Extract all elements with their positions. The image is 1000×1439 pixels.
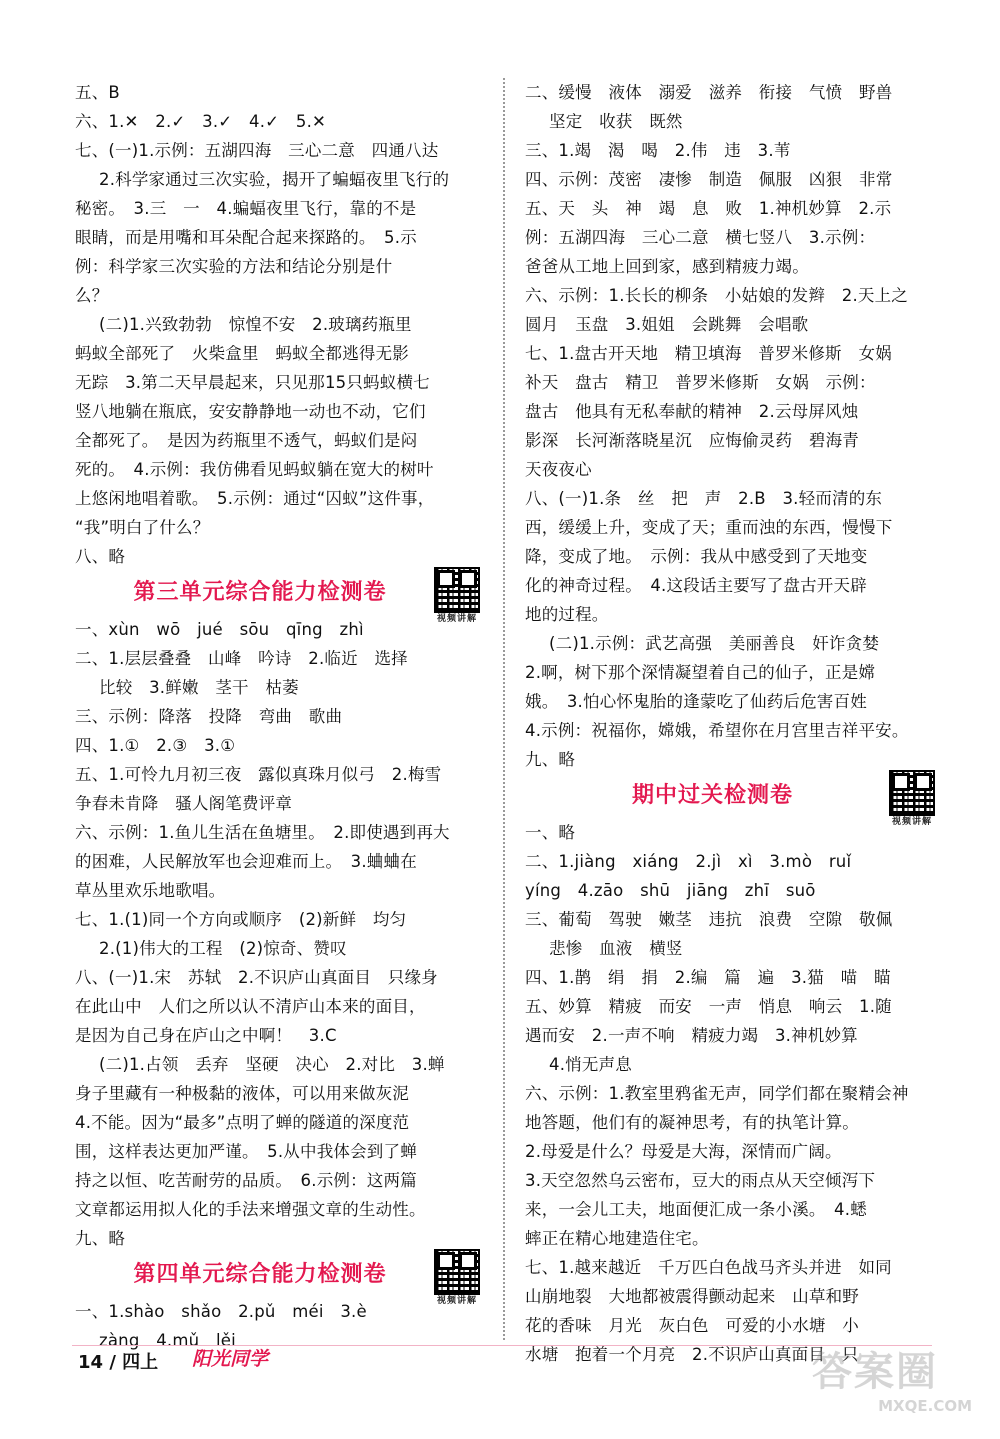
section-title-text: 第三单元综合能力检测卷: [133, 580, 387, 605]
qr-caption: 视频讲解: [436, 614, 477, 624]
qr-code-icon: [434, 567, 480, 613]
answer-line: (二)1.占领 丢弃 坚硬 决心 2.对比 3.蝉: [99, 1055, 445, 1074]
answer-line: 蚂蚁全部死了 火柴盒里 蚂蚁全都逃得无影: [75, 344, 409, 363]
answer-line: 补天 盘古 精卫 普罗米修斯 女娲 示例：: [525, 373, 876, 392]
answer-line: 持之以恒、吃苦耐劳的品质。 6.示例：这两篇: [75, 1171, 417, 1190]
answer-line: 四、示例：茂密 凄惨 制造 佩服 凶狠 非常: [525, 170, 893, 189]
section-title: [75, 1253, 485, 1306]
column-divider: [503, 78, 505, 1340]
answer-line: 蟀正在精心地建造住宅。: [525, 1229, 709, 1248]
answer-line: 上悠闲地唱着歌。 5.示例：通过“囚蚁”这件事，: [75, 489, 435, 508]
answer-line: 圆月 玉盘 3.姐姐 会跳舞 会唱歌: [525, 315, 809, 334]
answer-line: 围，这样表达更加严谨。 5.从中我体会到了蝉: [75, 1142, 417, 1161]
answer-line: 六、示例：1.教室里鸦雀无声，同学们都在聚精会神: [525, 1084, 909, 1103]
answer-line: 八、(一)1.宋 苏轼 2.不识庐山真面目 只缘身: [75, 968, 438, 987]
watermark-text: 答案圈: [812, 1349, 938, 1395]
right-column: [525, 78, 940, 1369]
answer-line: 五、天 头 神 竭 息 败 1.神机妙算 2.示: [525, 199, 892, 218]
answer-line: 在此山中 人们之所以认不清庐山本来的面目，: [75, 997, 426, 1016]
answer-line: 娥。 3.怕心怀鬼胎的逢蒙吃了仙药后危害百姓: [525, 692, 867, 711]
watermark: [812, 1340, 972, 1430]
answer-line: 4.示例：祝福你，嫦娥，希望你在月宫里吉祥平安。: [525, 721, 909, 740]
answer-line: 无踪 3.第二天早晨起来，只见那15只蚂蚁横七: [75, 373, 430, 392]
answer-line: 一、1.shào shǎo 2.pǔ méi 3.è: [75, 1302, 367, 1321]
answer-line: 天夜夜心: [525, 460, 592, 479]
answer-line: (二)1.示例：武艺高强 美丽善良 奸诈贪婪: [549, 634, 880, 653]
qr-code-icon: [434, 1249, 480, 1295]
answer-line: 七、1.盘古开天地 精卫填海 普罗米修斯 女娲: [525, 344, 892, 363]
page-footer: [72, 1345, 932, 1386]
answer-line: 七、(一)1.示例：五湖四海 三心二意 四通八达: [75, 141, 439, 160]
answer-line: 化的神奇过程。 4.这段话主要写了盘古开天辟: [525, 576, 867, 595]
answer-line: 影深 长河渐落晓星沉 应悔偷灵药 碧海青: [525, 431, 859, 450]
answer-line: 八、略: [75, 547, 126, 566]
answer-line: 八、(一)1.条 丝 把 声 2.B 3.轻而清的东: [525, 489, 883, 508]
answer-line: 2.啊，树下那个深情凝望着自己的仙子，正是嫦: [525, 663, 876, 682]
answer-line: 二、1.层层叠叠 山峰 吟诗 2.临近 选择: [75, 649, 408, 668]
answer-line: 比较 3.鲜嫩 茎干 枯萎: [99, 678, 299, 697]
answer-line: 四、1.鹊 绢 捐 2.编 篇 遍 3.猫 喵 瞄: [525, 968, 891, 987]
page-number: 14 / 四上: [78, 1352, 159, 1373]
answer-line: 五、B: [75, 83, 120, 102]
answer-line: 死的。 4.示例：我仿佛看见蚂蚁躺在宽大的树叶: [75, 460, 434, 479]
answer-line: 争春未肯降 骚人阁笔费评章: [75, 794, 293, 813]
answer-line: 地的过程。: [525, 605, 609, 624]
watermark-url: MXQE.COM: [878, 1397, 972, 1415]
brand-logo: 阳光同学: [192, 1348, 269, 1370]
answer-line: 盘古 他具有无私奉献的精神 2.云母屏风烛: [525, 402, 859, 421]
section-title: [525, 774, 940, 827]
answer-line: 4.悄无声息: [549, 1055, 632, 1074]
answer-line: 九、略: [75, 1229, 126, 1248]
qr-code-icon: [889, 770, 935, 816]
answer-line: 秘密。 3.三 一 4.蝙蝠夜里飞行，靠的不是: [75, 199, 417, 218]
answer-line: 水塘 抱着一个月亮 2.不识庐山真面目 只: [525, 1345, 859, 1364]
answer-line: 例：科学家三次实验的方法和结论分别是什: [75, 257, 393, 276]
answer-line: 六、1.✕ 2.✓ 3.✓ 4.✓ 5.✕: [75, 112, 327, 131]
answer-line: 爸爸从工地上回到家，感到精疲力竭。: [525, 257, 809, 276]
answer-line: yíng 4.zāo shū jiāng zhī suō: [525, 881, 816, 900]
answer-line: 草丛里欢乐地歌唱。: [75, 881, 226, 900]
answer-line: 地答题，他们有的凝神思考，有的执笔计算。: [525, 1113, 859, 1132]
answer-line: 三、葡萄 驾驶 嫩茎 违抗 浪费 空隙 敬佩: [525, 910, 893, 929]
answer-line: 竖八地躺在瓶底，安安静静地一动也不动，它们: [75, 402, 426, 421]
answer-line: 2.(1)伟大的工程 (2)惊奇、赞叹: [99, 939, 347, 958]
answer-line: 例：五湖四海 三心二意 横七竖八 3.示例：: [525, 228, 876, 247]
answer-line: 七、1.(1)同一个方向或顺序 (2)新鲜 均匀: [75, 910, 407, 929]
answer-line: 六、示例：1.鱼儿生活在鱼塘里。 2.即使遇到再大: [75, 823, 450, 842]
answer-line: 悲惨 血液 横竖: [549, 939, 683, 958]
answer-line: 遇而安 2.一声不响 精疲力竭 3.神机妙算: [525, 1026, 858, 1045]
answer-line: 七、1.越来越近 千万匹白色战马齐头并进 如同: [525, 1258, 892, 1277]
answer-line: 二、缓慢 液体 溺爱 滋养 衔接 气愤 野兽: [525, 83, 893, 102]
answer-line: 全都死了。 是因为药瓶里不透气，蚂蚁们是闷: [75, 431, 418, 450]
answer-line: 二、1.jiàng xiáng 2.jì xì 3.mò ruǐ: [525, 852, 852, 871]
answer-line: 三、1.竭 渴 喝 2.伟 违 3.苇: [525, 141, 791, 160]
qr-caption: 视频讲解: [891, 817, 932, 827]
answer-line: 山崩地裂 大地都被震得颤动起来 山草和野: [525, 1287, 859, 1306]
section-title-text: 第四单元综合能力检测卷: [133, 1262, 387, 1287]
answer-line: 身子里藏有一种极黏的液体，可以用来做灰泥: [75, 1084, 409, 1103]
answer-line: 眼睛，而是用嘴和耳朵配合起来探路的。 5.示: [75, 228, 417, 247]
answer-line: 3.天空忽然乌云密布，豆大的雨点从天空倾泻下: [525, 1171, 876, 1190]
answer-line: 是因为自己身在庐山之中啊！ 3.C: [75, 1026, 337, 1045]
answer-line: zàng 4.mǔ lěi: [99, 1331, 236, 1350]
section-title: [75, 571, 485, 624]
answer-line: (二)1.兴致勃勃 惊惶不安 2.玻璃药瓶里: [99, 315, 412, 334]
answer-line: 4.不能。因为“最多”点明了蝉的隧道的深度范: [75, 1113, 410, 1132]
section-title-text: 期中过关检测卷: [631, 783, 793, 808]
answer-line: 西，缓缓上升，变成了天；重而浊的东西，慢慢下: [525, 518, 893, 537]
answer-line: 文章都运用拟人化的手法来增强文章的生动性。: [75, 1200, 426, 1219]
answer-line: 2.母爱是什么？母爱是大海，深情而广阔。: [525, 1142, 842, 1161]
answer-line: 九、略: [525, 750, 576, 769]
answer-line: 一、xùn wō jué sōu qīng zhì: [75, 620, 364, 639]
answer-line: 四、1.① 2.③ 3.①: [75, 736, 236, 755]
answer-line: 2.科学家通过三次实验，揭开了蝙蝠夜里飞行的: [99, 170, 450, 189]
qr-caption: 视频讲解: [436, 1296, 477, 1306]
answer-line: 五、1.可怜九月初三夜 露似真珠月似弓 2.梅雪: [75, 765, 442, 784]
left-column: [75, 78, 485, 1355]
answer-line: 降，变成了地。 示例：我从中感受到了天地变: [525, 547, 868, 566]
answer-line: 么？: [75, 286, 109, 305]
answer-line: 三、示例：降落 投降 弯曲 歌曲: [75, 707, 343, 726]
answer-line: 坚定 收获 既然: [549, 112, 683, 131]
answer-line: 的困难，人民解放军也会迎难而上。 3.蛐蛐在: [75, 852, 417, 871]
answer-line: 一、略: [525, 823, 576, 842]
answer-line: 六、示例：1.长长的柳条 小姑娘的发辫 2.天上之: [525, 286, 908, 305]
answer-line: 五、妙算 精疲 而安 一声 悄息 响云 1.随: [525, 997, 892, 1016]
answer-line: 花的香味 月光 灰白色 可爱的小水塘 小: [525, 1316, 859, 1335]
answer-line: 来，一会儿工夫，地面便汇成一条小溪。 4.蟋: [525, 1200, 867, 1219]
answer-line: “我”明白了什么？: [75, 518, 210, 537]
